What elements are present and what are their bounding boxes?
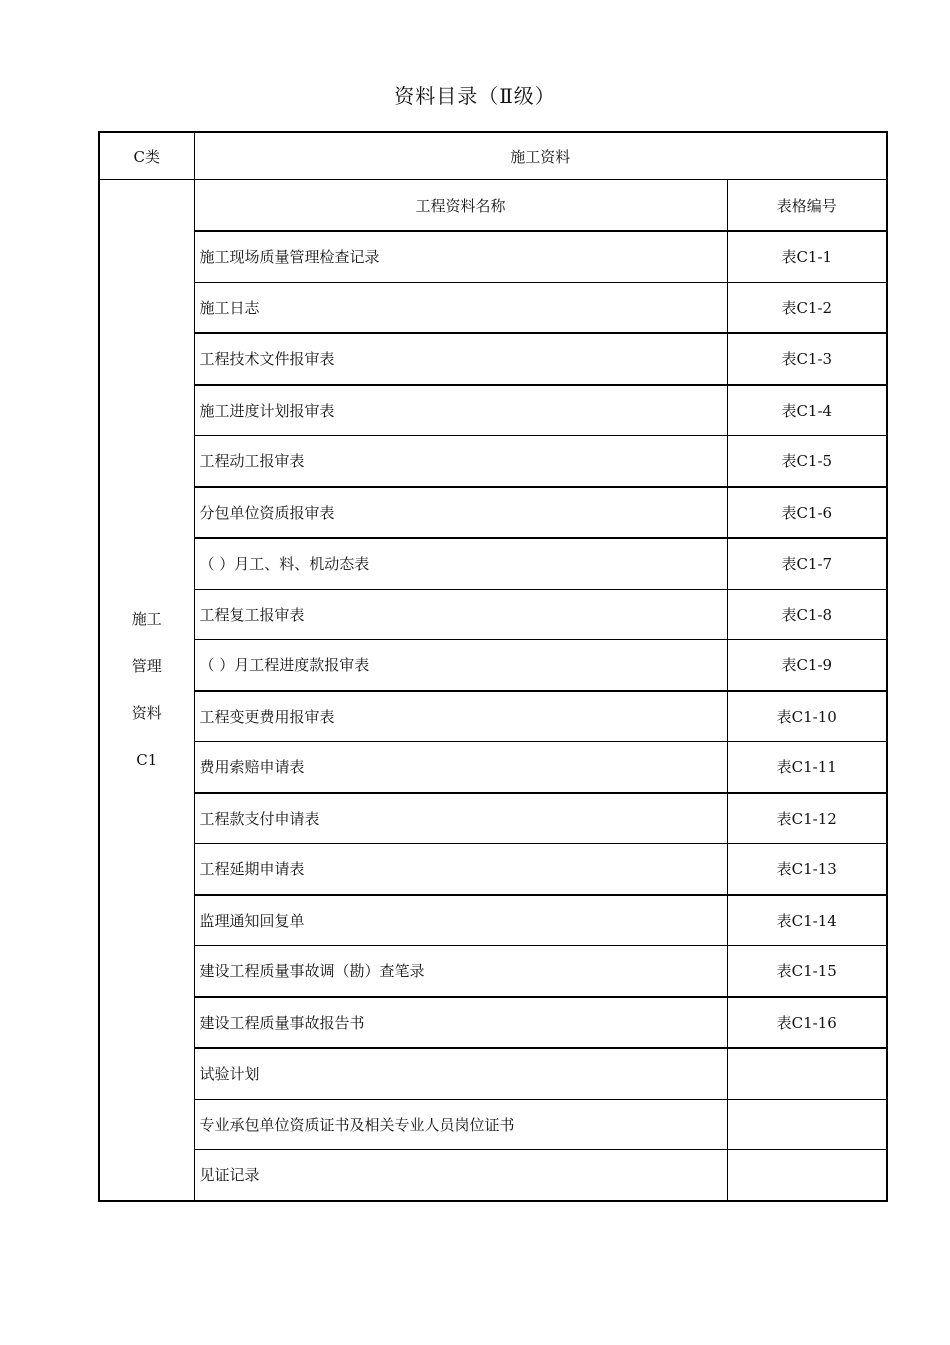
table-row bbox=[99, 538, 887, 589]
record-name: 建设工程质量事故调（勘）查笔录 bbox=[194, 946, 727, 997]
form-code: 表C1-12 bbox=[727, 793, 887, 844]
name-column-header: 工程资料名称 bbox=[194, 180, 727, 232]
record-name: 工程变更费用报审表 bbox=[194, 691, 727, 742]
form-code: 表C1-8 bbox=[727, 589, 887, 640]
form-code: 表C1-2 bbox=[727, 282, 887, 333]
form-code: 表C1-16 bbox=[727, 997, 887, 1049]
form-code bbox=[727, 1099, 887, 1150]
form-code: 表C1-1 bbox=[727, 231, 887, 282]
form-code: 表C1-6 bbox=[727, 487, 887, 539]
form-code: 表C1-11 bbox=[727, 742, 887, 793]
table-row bbox=[99, 1099, 887, 1150]
table-row bbox=[99, 1150, 887, 1201]
form-code bbox=[727, 1150, 887, 1201]
form-code: 表C1-10 bbox=[727, 691, 887, 742]
table-row bbox=[99, 385, 887, 436]
record-name: （ ）月工程进度款报审表 bbox=[194, 640, 727, 691]
record-name: 专业承包单位资质证书及相关专业人员岗位证书 bbox=[194, 1099, 727, 1150]
form-code: 表C1-3 bbox=[727, 333, 887, 385]
side-label-line: C1 bbox=[136, 750, 158, 769]
side-label-line: 管理 bbox=[131, 656, 162, 675]
record-name: 施工进度计划报审表 bbox=[194, 385, 727, 436]
table-row bbox=[99, 231, 887, 282]
record-name: 试验计划 bbox=[194, 1048, 727, 1099]
record-name: 施工现场质量管理检查记录 bbox=[194, 231, 727, 282]
page-title: 资料目录（Ⅱ级） bbox=[394, 84, 556, 108]
table-row bbox=[99, 436, 887, 487]
side-category-label bbox=[99, 180, 194, 1201]
code-column-header: 表格编号 bbox=[727, 180, 887, 232]
table-row bbox=[99, 589, 887, 640]
form-code: 表C1-9 bbox=[727, 640, 887, 691]
side-label-line: 施工 bbox=[131, 609, 162, 628]
form-code: 表C1-15 bbox=[727, 946, 887, 997]
table-row bbox=[99, 640, 887, 691]
record-name: 建设工程质量事故报告书 bbox=[194, 997, 727, 1049]
table-row bbox=[99, 691, 887, 742]
table-row bbox=[99, 946, 887, 997]
table-row bbox=[99, 844, 887, 895]
table-row bbox=[99, 1048, 887, 1099]
record-name: 见证记录 bbox=[194, 1150, 727, 1201]
column-header-row bbox=[99, 180, 887, 232]
record-name: 分包单位资质报审表 bbox=[194, 487, 727, 539]
form-code: 表C1-14 bbox=[727, 895, 887, 946]
record-name: 工程动工报审表 bbox=[194, 436, 727, 487]
table-row bbox=[99, 742, 887, 793]
table-row bbox=[99, 895, 887, 946]
category-header: C类 bbox=[99, 132, 194, 180]
form-code: 表C1-13 bbox=[727, 844, 887, 895]
directory-table bbox=[98, 131, 888, 1202]
table-row bbox=[99, 997, 887, 1049]
form-code: 表C1-4 bbox=[727, 385, 887, 436]
section-header: 施工资料 bbox=[194, 132, 887, 180]
record-name: 监理通知回复单 bbox=[194, 895, 727, 946]
record-name: 工程款支付申请表 bbox=[194, 793, 727, 844]
record-name: 施工日志 bbox=[194, 282, 727, 333]
form-code bbox=[727, 1048, 887, 1099]
side-label-line: 资料 bbox=[131, 703, 162, 722]
table-row bbox=[99, 793, 887, 844]
table-row bbox=[99, 333, 887, 385]
form-code: 表C1-5 bbox=[727, 436, 887, 487]
record-name: 工程延期申请表 bbox=[194, 844, 727, 895]
record-name: 工程技术文件报审表 bbox=[194, 333, 727, 385]
header-row bbox=[99, 132, 887, 180]
record-name: 费用索赔申请表 bbox=[194, 742, 727, 793]
table-row bbox=[99, 282, 887, 333]
form-code: 表C1-7 bbox=[727, 538, 887, 589]
table-row bbox=[99, 487, 887, 539]
record-name: 工程复工报审表 bbox=[194, 589, 727, 640]
record-name: （ ）月工、料、机动态表 bbox=[194, 538, 727, 589]
